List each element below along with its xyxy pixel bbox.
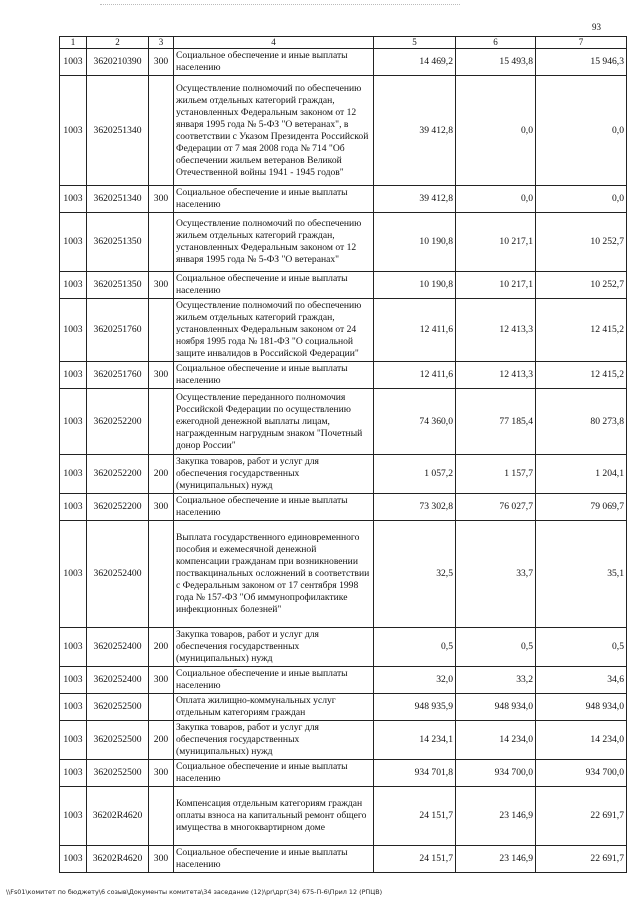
expense-type-cell: 200 bbox=[149, 720, 174, 759]
description-cell: Социальное обеспечение и иные выплаты населению bbox=[174, 759, 374, 786]
table-body bbox=[60, 49, 627, 873]
description-cell: Социальное обеспечение и иные выплаты населению bbox=[174, 494, 374, 521]
table-row bbox=[60, 520, 627, 627]
column-header: 7 bbox=[536, 37, 627, 49]
expense-type-cell: 300 bbox=[149, 49, 174, 76]
description-cell: Закупка товаров, работ и услуг для обеспечения государственных (муниципальных) нужд bbox=[174, 455, 374, 494]
amount-year3-cell: 948 934,0 bbox=[536, 693, 627, 720]
amount-year1-cell: 24 151,7 bbox=[374, 786, 456, 845]
section-cell: 1003 bbox=[60, 720, 87, 759]
amount-year1-cell: 10 190,8 bbox=[374, 213, 456, 272]
section-cell: 1003 bbox=[60, 49, 87, 76]
amount-year3-cell: 0,5 bbox=[536, 627, 627, 666]
column-header: 2 bbox=[87, 37, 149, 49]
amount-year2-cell: 23 146,9 bbox=[456, 845, 536, 872]
amount-year2-cell: 12 413,3 bbox=[456, 362, 536, 389]
expense-type-cell: 300 bbox=[149, 186, 174, 213]
table-row bbox=[60, 786, 627, 845]
amount-year1-cell: 24 151,7 bbox=[374, 845, 456, 872]
page-number: 93 bbox=[592, 22, 601, 32]
amount-year3-cell: 12 415,2 bbox=[536, 299, 627, 362]
target-code-cell: 3620252500 bbox=[87, 720, 149, 759]
amount-year2-cell: 33,7 bbox=[456, 520, 536, 627]
expense-type-cell bbox=[149, 76, 174, 186]
amount-year1-cell: 0,5 bbox=[374, 627, 456, 666]
amount-year1-cell: 12 411,6 bbox=[374, 299, 456, 362]
scan-top-line bbox=[100, 4, 460, 6]
expense-type-cell bbox=[149, 389, 174, 455]
description-cell: Социальное обеспечение и иные выплаты населению bbox=[174, 186, 374, 213]
column-number-row bbox=[60, 37, 627, 49]
table-row bbox=[60, 299, 627, 362]
expense-type-cell bbox=[149, 520, 174, 627]
description-cell: Закупка товаров, работ и услуг для обеспечения государственных (муниципальных) нужд bbox=[174, 720, 374, 759]
amount-year2-cell: 948 934,0 bbox=[456, 693, 536, 720]
column-header: 3 bbox=[149, 37, 174, 49]
column-header: 5 bbox=[374, 37, 456, 49]
target-code-cell: 3620252200 bbox=[87, 494, 149, 521]
table-row bbox=[60, 494, 627, 521]
expense-type-cell: 300 bbox=[149, 362, 174, 389]
table-row bbox=[60, 272, 627, 299]
description-cell: Социальное обеспечение и иные выплаты населению bbox=[174, 49, 374, 76]
target-code-cell: 3620210390 bbox=[87, 49, 149, 76]
amount-year1-cell: 14 469,2 bbox=[374, 49, 456, 76]
section-cell: 1003 bbox=[60, 627, 87, 666]
description-cell: Выплата государственного единовременного пособия и ежемесячной денежной компенсации гражданам при возникновении поствакцинальных осложнений в соответствии с Федеральным законом от 17 сентября 1998 года № 157-ФЗ "Об иммунопрофилактике инфекционных болезней" bbox=[174, 520, 374, 627]
description-cell: Оплата жилищно-коммунальных услуг отдельным категориям граждан bbox=[174, 693, 374, 720]
column-header: 6 bbox=[456, 37, 536, 49]
amount-year3-cell: 34,6 bbox=[536, 666, 627, 693]
column-header: 1 bbox=[60, 37, 87, 49]
expense-type-cell bbox=[149, 693, 174, 720]
amount-year2-cell: 33,2 bbox=[456, 666, 536, 693]
description-cell: Осуществление переданного полномочия Российской Федерации по осуществлению ежегодной денежной выплаты лицам, награжденным нагрудным знаком "Почетный донор России" bbox=[174, 389, 374, 455]
target-code-cell: 3620251350 bbox=[87, 272, 149, 299]
expense-type-cell bbox=[149, 786, 174, 845]
description-cell: Компенсация отдельным категориям граждан оплаты взноса на капитальный ремонт общего имущества в многоквартирном доме bbox=[174, 786, 374, 845]
description-cell: Закупка товаров, работ и услуг для обеспечения государственных (муниципальных) нужд bbox=[174, 627, 374, 666]
target-code-cell: 3620252400 bbox=[87, 520, 149, 627]
budget-table bbox=[59, 36, 627, 873]
table-row bbox=[60, 720, 627, 759]
table-row bbox=[60, 49, 627, 76]
target-code-cell: 3620251340 bbox=[87, 186, 149, 213]
amount-year1-cell: 14 234,1 bbox=[374, 720, 456, 759]
amount-year1-cell: 948 935,9 bbox=[374, 693, 456, 720]
section-cell: 1003 bbox=[60, 213, 87, 272]
description-cell: Осуществление полномочий по обеспечению жильем отдельных категорий граждан, установленных Федеральным законом от 12 января 1995 года № 5-ФЗ "О ветеранах", в соответствии с Указом Президента Российской Федерации от 7 мая 2008 года № 714 "Об обеспечении жильем ветеранов Великой Отечественной войны 1941 - 1945 годов" bbox=[174, 76, 374, 186]
table-row bbox=[60, 627, 627, 666]
table-row bbox=[60, 845, 627, 872]
section-cell: 1003 bbox=[60, 693, 87, 720]
amount-year3-cell: 22 691,7 bbox=[536, 786, 627, 845]
section-cell: 1003 bbox=[60, 76, 87, 186]
target-code-cell: 3620251760 bbox=[87, 362, 149, 389]
amount-year1-cell: 32,5 bbox=[374, 520, 456, 627]
expense-type-cell: 200 bbox=[149, 627, 174, 666]
target-code-cell: 3620252200 bbox=[87, 455, 149, 494]
target-code-cell: 3620251760 bbox=[87, 299, 149, 362]
amount-year3-cell: 80 273,8 bbox=[536, 389, 627, 455]
description-cell: Социальное обеспечение и иные выплаты населению bbox=[174, 362, 374, 389]
section-cell: 1003 bbox=[60, 494, 87, 521]
amount-year1-cell: 32,0 bbox=[374, 666, 456, 693]
table-row bbox=[60, 186, 627, 213]
target-code-cell: 3620252400 bbox=[87, 666, 149, 693]
description-cell: Социальное обеспечение и иные выплаты населению bbox=[174, 845, 374, 872]
amount-year1-cell: 934 701,8 bbox=[374, 759, 456, 786]
section-cell: 1003 bbox=[60, 759, 87, 786]
amount-year2-cell: 15 493,8 bbox=[456, 49, 536, 76]
expense-type-cell: 200 bbox=[149, 455, 174, 494]
amount-year2-cell: 0,5 bbox=[456, 627, 536, 666]
amount-year2-cell: 1 157,7 bbox=[456, 455, 536, 494]
amount-year2-cell: 76 027,7 bbox=[456, 494, 536, 521]
amount-year2-cell: 10 217,1 bbox=[456, 213, 536, 272]
amount-year3-cell: 10 252,7 bbox=[536, 272, 627, 299]
section-cell: 1003 bbox=[60, 186, 87, 213]
target-code-cell: 3620251350 bbox=[87, 213, 149, 272]
table-row bbox=[60, 455, 627, 494]
description-cell: Осуществление полномочий по обеспечению жильем отдельных категорий граждан, установленных Федеральным законом от 12 января 1995 года № 5-ФЗ "О ветеранах" bbox=[174, 213, 374, 272]
amount-year2-cell: 10 217,1 bbox=[456, 272, 536, 299]
expense-type-cell: 300 bbox=[149, 845, 174, 872]
target-code-cell: 36202R4620 bbox=[87, 845, 149, 872]
table-row bbox=[60, 759, 627, 786]
footer-file-path: \\Fs01\комитет по бюджету\6 созыв\Документы комитета\34 заседание (12)\pr\дрг(34) 675-П-6\Прил 12 (РПЦВ) bbox=[6, 888, 383, 896]
amount-year3-cell: 0,0 bbox=[536, 186, 627, 213]
amount-year3-cell: 14 234,0 bbox=[536, 720, 627, 759]
expense-type-cell bbox=[149, 299, 174, 362]
amount-year2-cell: 14 234,0 bbox=[456, 720, 536, 759]
amount-year3-cell: 1 204,1 bbox=[536, 455, 627, 494]
target-code-cell: 3620252500 bbox=[87, 693, 149, 720]
column-header: 4 bbox=[174, 37, 374, 49]
amount-year3-cell: 15 946,3 bbox=[536, 49, 627, 76]
section-cell: 1003 bbox=[60, 362, 87, 389]
section-cell: 1003 bbox=[60, 520, 87, 627]
expense-type-cell bbox=[149, 213, 174, 272]
table-row bbox=[60, 389, 627, 455]
table-row bbox=[60, 362, 627, 389]
amount-year1-cell: 74 360,0 bbox=[374, 389, 456, 455]
section-cell: 1003 bbox=[60, 666, 87, 693]
section-cell: 1003 bbox=[60, 455, 87, 494]
target-code-cell: 36202R4620 bbox=[87, 786, 149, 845]
expense-type-cell: 300 bbox=[149, 759, 174, 786]
amount-year3-cell: 934 700,0 bbox=[536, 759, 627, 786]
amount-year1-cell: 12 411,6 bbox=[374, 362, 456, 389]
table-row bbox=[60, 213, 627, 272]
amount-year1-cell: 39 412,8 bbox=[374, 186, 456, 213]
amount-year3-cell: 12 415,2 bbox=[536, 362, 627, 389]
amount-year3-cell: 0,0 bbox=[536, 76, 627, 186]
target-code-cell: 3620252500 bbox=[87, 759, 149, 786]
section-cell: 1003 bbox=[60, 389, 87, 455]
amount-year3-cell: 10 252,7 bbox=[536, 213, 627, 272]
amount-year2-cell: 77 185,4 bbox=[456, 389, 536, 455]
target-code-cell: 3620251340 bbox=[87, 76, 149, 186]
amount-year1-cell: 39 412,8 bbox=[374, 76, 456, 186]
amount-year3-cell: 22 691,7 bbox=[536, 845, 627, 872]
expense-type-cell: 300 bbox=[149, 494, 174, 521]
table-row bbox=[60, 76, 627, 186]
section-cell: 1003 bbox=[60, 786, 87, 845]
amount-year2-cell: 12 413,3 bbox=[456, 299, 536, 362]
expense-type-cell: 300 bbox=[149, 666, 174, 693]
target-code-cell: 3620252400 bbox=[87, 627, 149, 666]
description-cell: Социальное обеспечение и иные выплаты населению bbox=[174, 272, 374, 299]
amount-year2-cell: 0,0 bbox=[456, 76, 536, 186]
description-cell: Осуществление полномочий по обеспечению жильем отдельных категорий граждан, установленных Федеральным законом от 24 ноября 1995 года № 181-ФЗ "О социальной защите инвалидов в Российской Федерации" bbox=[174, 299, 374, 362]
table-row bbox=[60, 693, 627, 720]
expense-type-cell: 300 bbox=[149, 272, 174, 299]
table-row bbox=[60, 666, 627, 693]
amount-year3-cell: 35,1 bbox=[536, 520, 627, 627]
amount-year1-cell: 1 057,2 bbox=[374, 455, 456, 494]
amount-year1-cell: 10 190,8 bbox=[374, 272, 456, 299]
section-cell: 1003 bbox=[60, 299, 87, 362]
amount-year2-cell: 23 146,9 bbox=[456, 786, 536, 845]
target-code-cell: 3620252200 bbox=[87, 389, 149, 455]
amount-year3-cell: 79 069,7 bbox=[536, 494, 627, 521]
section-cell: 1003 bbox=[60, 845, 87, 872]
amount-year2-cell: 934 700,0 bbox=[456, 759, 536, 786]
description-cell: Социальное обеспечение и иные выплаты населению bbox=[174, 666, 374, 693]
section-cell: 1003 bbox=[60, 272, 87, 299]
amount-year1-cell: 73 302,8 bbox=[374, 494, 456, 521]
amount-year2-cell: 0,0 bbox=[456, 186, 536, 213]
